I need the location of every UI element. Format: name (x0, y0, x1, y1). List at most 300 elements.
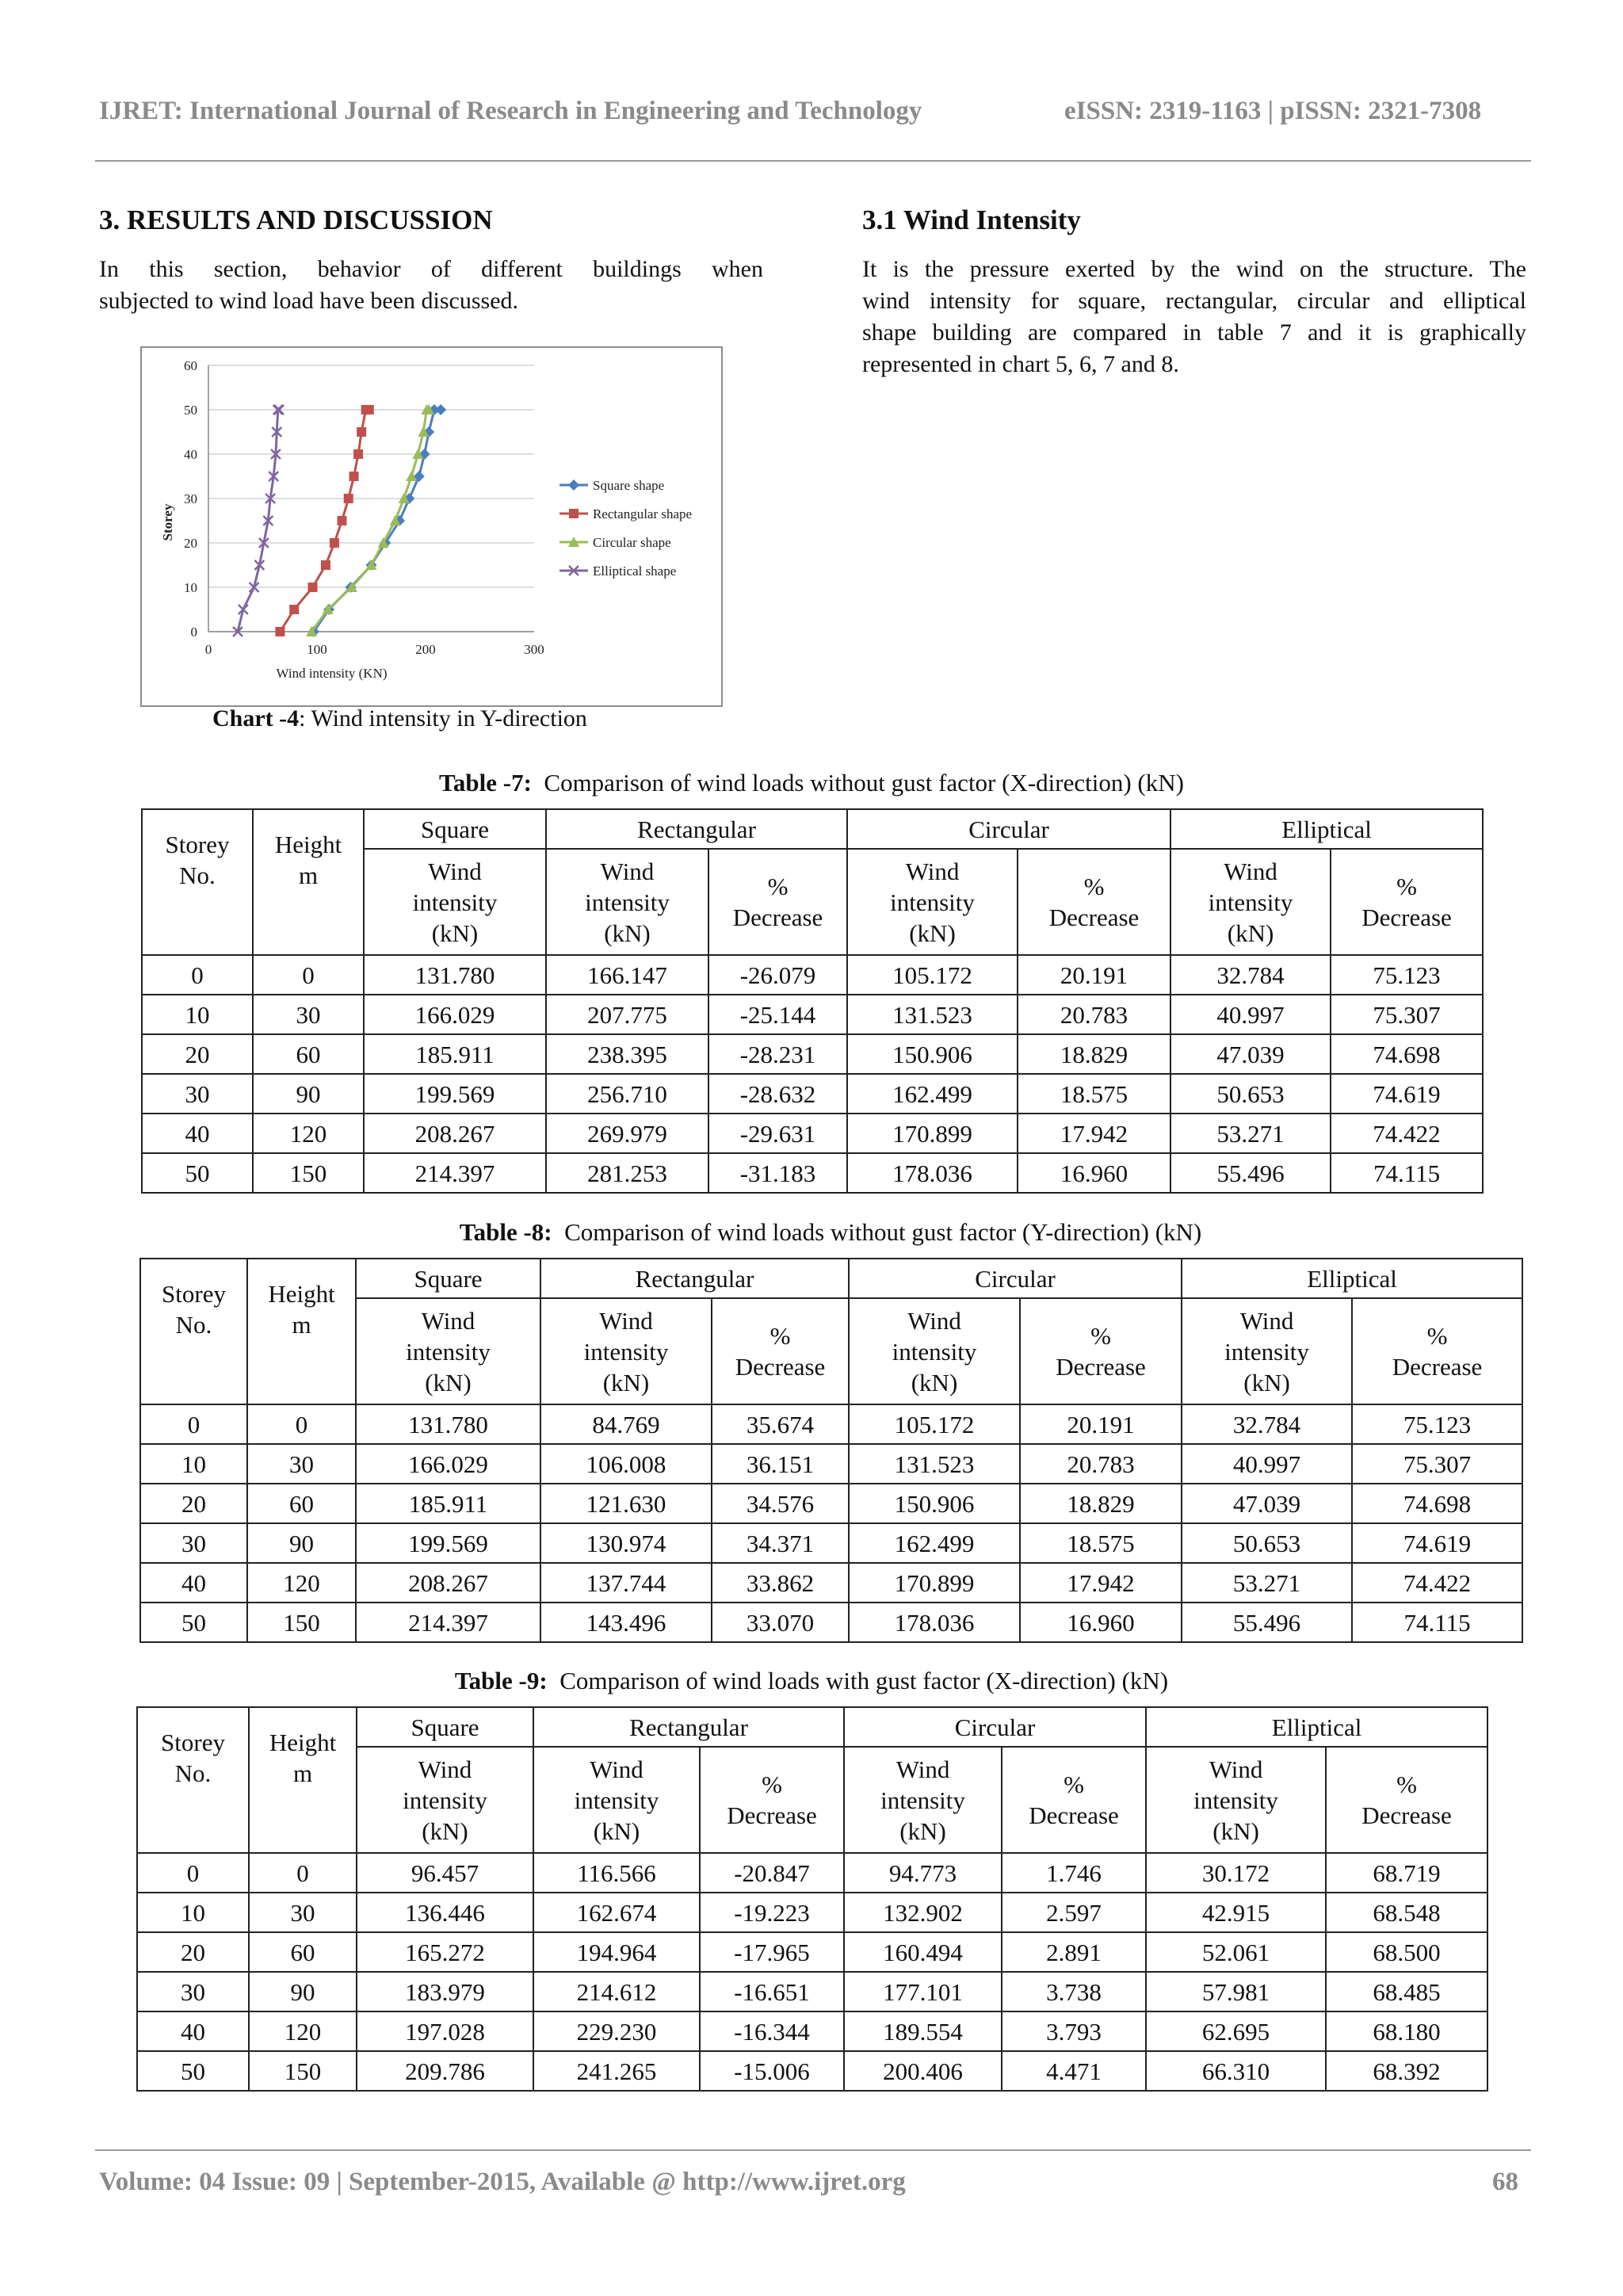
header-line: % (1396, 873, 1417, 900)
header-line: Wind (600, 857, 655, 885)
header-line: Wind (896, 1755, 950, 1783)
table-cell: 75.307 (1331, 995, 1483, 1034)
table-cell: 2.891 (1002, 1932, 1146, 1972)
table-cell: -15.006 (700, 2051, 844, 2091)
table-cell: -16.651 (700, 1972, 844, 2011)
table-cell: 33.070 (712, 1603, 849, 1642)
table-row (137, 1893, 1487, 1932)
header-line: Decrease (1361, 1801, 1452, 1829)
table-cell: 120 (247, 1563, 356, 1603)
table-cell: 162.674 (533, 1893, 700, 1932)
table-cell: 74.619 (1331, 1074, 1483, 1114)
table-cell: 137.744 (540, 1563, 712, 1603)
table-cell: 32.784 (1170, 955, 1331, 995)
table-cell: 199.569 (364, 1074, 546, 1114)
table-cell: 47.039 (1170, 1034, 1331, 1074)
table-cell: 68.392 (1326, 2051, 1487, 2091)
table-cell: 132.902 (844, 1893, 1002, 1932)
y-tick-label: 30 (184, 491, 197, 506)
table-row (137, 1932, 1487, 1972)
header-line: Decrease (735, 1353, 826, 1381)
table-cell: -19.223 (700, 1893, 844, 1932)
table-cell: 30 (249, 1893, 357, 1932)
table-cell: 35.674 (712, 1404, 849, 1444)
table-cell: 197.028 (357, 2011, 533, 2051)
table-cell: 116.566 (533, 1853, 700, 1893)
table-cell: 84.769 (540, 1404, 712, 1444)
x-tick-label: 300 (524, 642, 544, 657)
header-line: Decrease (1029, 1801, 1119, 1829)
x-tick-label: 100 (307, 642, 327, 657)
table-cell: 10 (140, 1444, 247, 1484)
table-cell: 18.829 (1020, 1484, 1182, 1523)
table-cell: 20.783 (1018, 995, 1170, 1034)
table-cell: 94.773 (844, 1853, 1002, 1893)
table-cell: 20.191 (1020, 1404, 1182, 1444)
header-line: Wind (590, 1755, 643, 1783)
table-cell: 214.612 (533, 1972, 700, 2011)
table-cell: 238.395 (546, 1034, 708, 1074)
table-cell: 150 (247, 1603, 356, 1642)
table-cell: 17.942 (1018, 1114, 1170, 1153)
table-cell: 40 (142, 1114, 253, 1153)
journal-header: IJRET: International Journal of Research in Engineering and Technology (99, 97, 922, 125)
header-line: % (1064, 1771, 1084, 1798)
table-cell: 30 (247, 1444, 356, 1484)
table-cell: 18.575 (1020, 1523, 1182, 1563)
y-tick-label: 60 (184, 358, 197, 373)
data-point-square (344, 494, 353, 503)
col-header-percent-decrease (708, 849, 847, 955)
table-cell: 214.397 (356, 1603, 540, 1642)
table-cell: 281.253 (546, 1153, 708, 1193)
header-line: Wind (1209, 1755, 1263, 1783)
table-caption (136, 1667, 1487, 1695)
col-header-circular: Circular (847, 809, 1170, 849)
footer-volume-info: Volume: 04 Issue: 09 | September-2015, Available @ http://www.ijret.org (99, 2168, 906, 2196)
table-cell: 60 (247, 1484, 356, 1523)
table-row (142, 1074, 1483, 1114)
x-axis-title: Wind intensity (KN) (276, 666, 388, 681)
col-header-circular: Circular (844, 1707, 1146, 1747)
wind-intensity-chart (142, 348, 721, 705)
table-title: Comparison of wind loads with gust factor (X-direction) (kN) (547, 1667, 1169, 1694)
data-point-diamond (435, 404, 446, 415)
table-cell: 209.786 (357, 2051, 533, 2091)
table-cell: 185.911 (356, 1484, 540, 1523)
table-cell: 143.496 (540, 1603, 712, 1642)
table-row (142, 1114, 1483, 1153)
table-cell: 74.698 (1352, 1484, 1522, 1523)
table-row (137, 1853, 1487, 1893)
table-cell: 47.039 (1182, 1484, 1352, 1523)
table-cell: -28.632 (708, 1074, 847, 1114)
data-point-square (569, 509, 579, 518)
col-header-storey (137, 1707, 249, 1853)
y-tick-label: 40 (184, 447, 197, 462)
table-cell: 74.422 (1352, 1563, 1522, 1603)
table-cell: 57.981 (1146, 1972, 1326, 2011)
header-rule (95, 160, 1531, 162)
table-cell: 166.029 (356, 1444, 540, 1484)
table-cell: 20 (137, 1932, 249, 1972)
table-cell: 50.653 (1170, 1074, 1331, 1114)
header-line: (kN) (422, 1817, 468, 1845)
table-cell: 36.151 (712, 1444, 849, 1484)
y-tick-label: 20 (184, 536, 197, 551)
table-cell: 20 (140, 1484, 247, 1523)
header-line: intensity (1224, 1337, 1309, 1366)
table-cell: 131.780 (356, 1404, 540, 1444)
table-cell: 150 (249, 2051, 357, 2091)
table-cell: 0 (140, 1404, 247, 1444)
section-title-results: 3. RESULTS AND DISCUSSION (99, 204, 493, 235)
header-line: Decrease (732, 904, 823, 931)
table-row (142, 1034, 1483, 1074)
header-line: Wind (907, 1306, 961, 1335)
col-header-wind-intensity (847, 849, 1018, 955)
table-cell: 34.576 (712, 1484, 849, 1523)
table-cell: 50 (137, 2051, 249, 2091)
table-cell: 4.471 (1002, 2051, 1146, 2091)
header-line: m (292, 1759, 313, 1787)
col-header-square: Square (364, 809, 546, 849)
data-point-square (357, 427, 366, 437)
header-line: (kN) (602, 1368, 650, 1396)
col-header-percent-decrease (1020, 1298, 1182, 1404)
data-point-square (289, 605, 299, 614)
header-line: intensity (1193, 1786, 1278, 1814)
table-cell: 75.307 (1352, 1444, 1522, 1484)
table-cell: 30 (253, 995, 364, 1034)
table-cell: 55.496 (1182, 1603, 1352, 1642)
table-cell: 30 (142, 1074, 253, 1114)
table-cell: 68.500 (1326, 1932, 1487, 1972)
data-point-square (338, 516, 347, 525)
table-cell: 120 (249, 2011, 357, 2051)
table-cell: 208.267 (356, 1563, 540, 1603)
table-cell: 62.695 (1146, 2011, 1326, 2051)
table-row (140, 1563, 1522, 1603)
header-line: intensity (1208, 888, 1293, 916)
col-header-percent-decrease (1326, 1747, 1487, 1853)
col-header-wind-intensity (540, 1298, 712, 1404)
table-cell: 66.310 (1146, 2051, 1326, 2091)
data-point-square (308, 583, 318, 592)
col-header-wind-intensity (844, 1747, 1002, 1853)
table-label: Table -7: (439, 769, 532, 797)
header-line: intensity (880, 1786, 965, 1814)
header-line: Storey (161, 1729, 225, 1756)
wind-para-line: wind intensity for square, rectangular, circular and elliptical (862, 288, 1526, 314)
table-cell: 131.780 (364, 955, 546, 995)
col-header-elliptical: Elliptical (1146, 1707, 1487, 1747)
chart-frame (140, 346, 723, 707)
header-line: Height (268, 1280, 335, 1308)
col-header-rectangular: Rectangular (546, 809, 847, 849)
table-row (137, 2011, 1487, 2051)
header-line: intensity (574, 1786, 659, 1814)
y-tick-label: 10 (184, 580, 197, 595)
table-cell: 199.569 (356, 1523, 540, 1563)
header-line: Decrease (1361, 904, 1452, 931)
header-line: Wind (1224, 857, 1277, 885)
table-cell: 90 (253, 1074, 364, 1114)
header-line: (kN) (1243, 1368, 1290, 1396)
table-cell: 74.115 (1331, 1153, 1483, 1193)
col-header-wind-intensity (357, 1747, 533, 1853)
header-line: % (1426, 1322, 1448, 1350)
header-line: Wind (599, 1306, 653, 1335)
y-tick-label: 0 (190, 625, 197, 640)
header-line: (kN) (425, 1368, 472, 1396)
header-line: (kN) (593, 1817, 640, 1845)
data-table (141, 808, 1484, 1194)
table-cell: 166.029 (364, 995, 546, 1034)
table-cell: 53.271 (1182, 1563, 1352, 1603)
table-cell: -17.965 (700, 1932, 844, 1972)
table-cell: 40 (140, 1563, 247, 1603)
table-cell: 131.523 (849, 1444, 1020, 1484)
header-line: intensity (403, 1786, 487, 1814)
header-line: % (767, 873, 789, 900)
table-cell: 75.123 (1352, 1404, 1522, 1444)
table-row (140, 1484, 1522, 1523)
header-line: No. (174, 1759, 212, 1787)
data-table (139, 1258, 1523, 1643)
header-line: Wind (428, 857, 482, 885)
table-cell: 74.115 (1352, 1603, 1522, 1642)
table-cell: 40.997 (1170, 995, 1331, 1034)
header-line: (kN) (604, 919, 651, 947)
issn-header: eISSN: 2319-1163 | pISSN: 2321-7308 (1064, 97, 1482, 125)
results-para-line: In this section, behavior of different buildings when (99, 256, 763, 282)
table-cell: 0 (253, 955, 364, 995)
table-cell: 269.979 (546, 1114, 708, 1153)
table-cell: -28.231 (708, 1034, 847, 1074)
col-header-wind-intensity (1182, 1298, 1352, 1404)
header-line: Decrease (1392, 1353, 1483, 1381)
col-header-wind-intensity (364, 849, 546, 955)
header-line: % (1083, 873, 1105, 900)
table-cell: 160.494 (844, 1932, 1002, 1972)
data-table (136, 1706, 1488, 2092)
table-cell: 68.719 (1326, 1853, 1487, 1893)
table-cell: 189.554 (844, 2011, 1002, 2051)
header-line: Wind (418, 1755, 472, 1783)
header-line: (kN) (431, 919, 479, 947)
table-cell: 150.906 (847, 1034, 1018, 1074)
header-line: Storey (162, 1280, 226, 1308)
table-cell: 20 (142, 1034, 253, 1074)
header-line: intensity (406, 1337, 491, 1366)
table-cell: 68.180 (1326, 2011, 1487, 2051)
table-cell: 16.960 (1018, 1153, 1170, 1193)
header-line: m (298, 861, 319, 889)
table-row (137, 1972, 1487, 2011)
header-line: % (1396, 1771, 1417, 1798)
table-cell: 136.446 (357, 1893, 533, 1932)
table-cell: 178.036 (849, 1603, 1020, 1642)
header-line: Storey (165, 831, 230, 858)
table-cell: 42.915 (1146, 1893, 1326, 1932)
data-point-diamond (568, 479, 579, 491)
header-line: Decrease (1056, 1353, 1146, 1381)
table-cell: 178.036 (847, 1153, 1018, 1193)
table-cell: 1.746 (1002, 1853, 1146, 1893)
table-cell: 17.942 (1020, 1563, 1182, 1603)
table-cell: 166.147 (546, 955, 708, 995)
table-cell: -26.079 (708, 955, 847, 995)
table-cell: 74.422 (1331, 1114, 1483, 1153)
header-line: % (769, 1322, 791, 1350)
data-point-square (275, 627, 285, 636)
header-line: intensity (583, 1337, 669, 1366)
series-line (280, 410, 369, 632)
header-line: Decrease (1048, 904, 1140, 931)
col-header-height (247, 1259, 356, 1404)
table-cell: -20.847 (700, 1853, 844, 1893)
results-para-line: subjected to wind load have been discussed. (99, 288, 519, 314)
table-cell: 105.172 (847, 955, 1018, 995)
table-cell: 150 (253, 1153, 364, 1193)
page-number: 68 (1492, 2168, 1518, 2196)
table-cell: 60 (249, 1932, 357, 1972)
header-line: Height (274, 831, 342, 858)
table-title: Comparison of wind loads without gust factor (Y-direction) (kN) (552, 1218, 1202, 1246)
legend-label: Square shape (593, 478, 665, 493)
table-cell: 0 (247, 1404, 356, 1444)
table-row (142, 1153, 1483, 1193)
table-header-row (140, 1259, 1522, 1298)
table-cell: 3.738 (1002, 1972, 1146, 2011)
table-cell: 50 (142, 1153, 253, 1193)
legend-label: Rectangular shape (593, 506, 693, 521)
col-header-wind-intensity (849, 1298, 1020, 1404)
wind-intensity-paragraph (862, 254, 1526, 380)
table-cell: 90 (249, 1972, 357, 2011)
col-header-wind-intensity (356, 1298, 540, 1404)
table-cell: 32.784 (1182, 1404, 1352, 1444)
table-cell: 207.775 (546, 995, 708, 1034)
header-line: intensity (412, 888, 498, 916)
table-cell: 162.499 (847, 1074, 1018, 1114)
header-line: (kN) (1227, 919, 1274, 947)
table-cell: 90 (247, 1523, 356, 1563)
table-cell: 2.597 (1002, 1893, 1146, 1932)
table-row (140, 1404, 1522, 1444)
table-cell: 185.911 (364, 1034, 546, 1074)
data-point-square (330, 538, 339, 548)
table-cell: 177.101 (844, 1972, 1002, 2011)
data-point-square (365, 405, 374, 415)
header-line: Wind (1239, 1306, 1294, 1335)
header-line: (kN) (911, 1368, 958, 1396)
table-row (142, 955, 1483, 995)
header-line: % (762, 1771, 782, 1798)
table-cell: 208.267 (364, 1114, 546, 1153)
legend-label: Circular shape (593, 535, 671, 550)
col-header-percent-decrease (1352, 1298, 1522, 1404)
table-cell: 96.457 (357, 1853, 533, 1893)
y-tick-label: 50 (184, 403, 197, 418)
table-cell: 165.272 (357, 1932, 533, 1972)
table-cell: 60 (253, 1034, 364, 1074)
table-row (137, 2051, 1487, 2091)
table-header-row (142, 809, 1483, 849)
table-cell: 10 (142, 995, 253, 1034)
table-label: Table -8: (459, 1218, 552, 1246)
col-header-percent-decrease (1018, 849, 1170, 955)
header-line: Decrease (727, 1801, 817, 1829)
table-header-row (137, 1707, 1487, 1747)
table-cell: 30 (140, 1523, 247, 1563)
table-cell: 214.397 (364, 1153, 546, 1193)
wind-para-line: shape building are compared in table 7 and it is graphically (862, 319, 1526, 346)
series-line (238, 410, 279, 632)
header-line: (kN) (899, 1817, 946, 1845)
col-header-circular: Circular (849, 1259, 1182, 1298)
table-cell: 0 (249, 1853, 357, 1893)
chart-caption (212, 705, 587, 732)
col-header-storey (142, 809, 253, 955)
wind-para-line: represented in chart 5, 6, 7 and 8. (862, 351, 1179, 377)
table-cell: 74.698 (1331, 1034, 1483, 1074)
table-row (142, 995, 1483, 1034)
table-cell: 131.523 (847, 995, 1018, 1034)
table-cell: -16.344 (700, 2011, 844, 2051)
table-row (140, 1523, 1522, 1563)
data-point-square (321, 560, 330, 570)
wind-para-line: It is the pressure exerted by the wind on the structure. The (862, 256, 1526, 282)
table-cell: 40 (137, 2011, 249, 2051)
table-cell: 75.123 (1331, 955, 1483, 995)
table-cell: 183.979 (357, 1972, 533, 2011)
table-cell: 53.271 (1170, 1114, 1331, 1153)
table-title: Comparison of wind loads without gust factor (X-direction) (kN) (531, 769, 1184, 797)
table-cell: 170.899 (847, 1114, 1018, 1153)
table-cell: 30.172 (1146, 1853, 1326, 1893)
col-header-rectangular: Rectangular (533, 1707, 844, 1747)
legend-label: Elliptical shape (593, 563, 677, 579)
table-label: Table -9: (454, 1667, 548, 1694)
header-line: Height (269, 1729, 337, 1756)
table-cell: 16.960 (1020, 1603, 1182, 1642)
col-header-elliptical: Elliptical (1182, 1259, 1522, 1298)
table-cell: 68.485 (1326, 1972, 1487, 2011)
chart-caption-label: Chart -4 (212, 705, 300, 732)
table-cell: 121.630 (540, 1484, 712, 1523)
table-caption (141, 769, 1482, 797)
table-cell: 68.548 (1326, 1893, 1487, 1932)
table-cell: 256.710 (546, 1074, 708, 1114)
header-line: No. (175, 1311, 212, 1339)
data-point-square (353, 449, 363, 459)
col-header-height (253, 809, 364, 955)
table-row (140, 1444, 1522, 1484)
header-line: % (1090, 1322, 1111, 1350)
col-header-height (249, 1707, 357, 1853)
series-line (311, 410, 429, 632)
header-line: intensity (892, 1337, 977, 1366)
table-cell: -29.631 (708, 1114, 847, 1153)
x-tick-label: 200 (415, 642, 436, 657)
table-cell: 229.230 (533, 2011, 700, 2051)
table-cell: 0 (142, 955, 253, 995)
col-header-wind-intensity (1170, 849, 1331, 955)
table-cell: -31.183 (708, 1153, 847, 1193)
col-header-wind-intensity (1146, 1747, 1326, 1853)
